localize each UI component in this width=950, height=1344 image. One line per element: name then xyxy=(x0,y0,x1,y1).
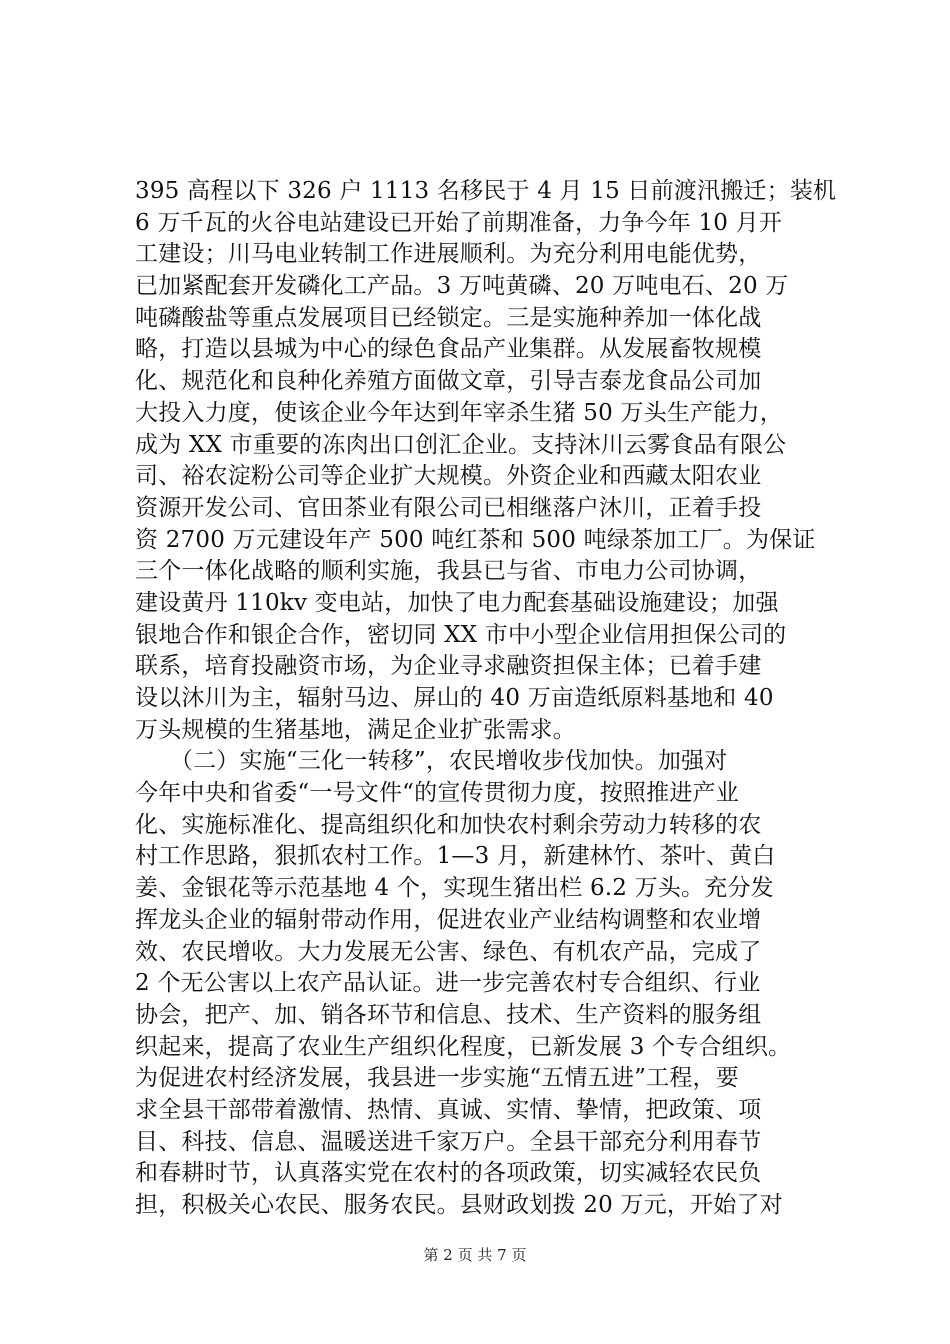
text-line: 目、科技、信息、温暖送进千家万户。全县干部充分利用春节 xyxy=(135,1128,762,1155)
text-line: 工建设；川马电业转制工作进展顺利。为充分利用电能优势， xyxy=(135,241,762,268)
text-line: （二）实施“三化一转移”，农民增收步伐加快。加强对 xyxy=(135,748,728,775)
text-line: 求全县干部带着激情、热情、真诚、实情、挚情，把政策、项 xyxy=(135,1096,762,1123)
text-line: 银地合作和银企合作，密切同 XX 市中小型企业信用担保公司的 xyxy=(135,621,787,648)
text-line: 大投入力度，使该企业今年达到年宰杀生猪 50 万头生产能力， xyxy=(135,399,783,426)
document-body xyxy=(135,176,835,1222)
text-line: 协会，把产、加、销各环节和信息、技术、生产资料的服务组 xyxy=(135,1001,762,1028)
text-line: 成为 XX 市重要的冻肉出口创汇企业。支持沐川云雾食品有限公 xyxy=(135,431,787,458)
text-line: 挥龙头企业的辐射带动作用，促进农业产业结构调整和农业增 xyxy=(135,906,762,933)
text-line: 化、规范化和良种化养殖方面做文章，引导吉泰龙食品公司加 xyxy=(135,368,762,395)
text-line: 395 高程以下 326 户 1113 名移民于 4 月 15 日前渡汛搬迁；装机 xyxy=(135,178,837,204)
text-line: 姜、金银花等示范基地 4 个，实现生猪出栏 6.2 万头。充分发 xyxy=(135,875,774,902)
text-line: 2 个无公害以上农产品认证。进一步完善农村专合组织、行业 xyxy=(135,970,761,997)
text-line: 已加紧配套开发磷化工产品。3 万吨黄磷、20 万吨电石、20 万 xyxy=(135,273,789,300)
text-line: 为促进农村经济发展，我县进一步实施“五情五进”工程，要 xyxy=(135,1065,739,1092)
text-line: 资 2700 万元建设年产 500 吨红茶和 500 吨绿茶加工厂。为保证 xyxy=(135,526,816,553)
text-line: 建设黄丹 110kv 变电站，加快了电力配套基础设施建设；加强 xyxy=(135,589,779,616)
text-line: 司、裕农淀粉公司等企业扩大规模。外资企业和西藏太阳农业 xyxy=(135,463,762,490)
text-line: 今年中央和省委“一号文件“的宣传贯彻力度，按照推进产业 xyxy=(135,780,739,807)
text-line: 联系，培育投融资市场，为企业寻求融资担保主体；已着手建 xyxy=(135,653,762,680)
text-line: 担，积极关心农民、服务农民。县财政划拨 20 万元，开始了对 xyxy=(135,1192,783,1218)
text-line: 略，打造以县城为中心的绿色食品产业集群。从发展畜牧规模 xyxy=(135,336,762,363)
text-line: 万头规模的生猪基地，满足企业扩张需求。 xyxy=(135,716,576,743)
text-line: 织起来，提高了农业生产组织化程度，已新发展 3 个专合组织。 xyxy=(135,1033,792,1060)
text-line: 化、实施标准化、提高组织化和加快农村剩余劳动力转移的农 xyxy=(135,811,762,838)
text-line: 6 万千瓦的火谷电站建设已开始了前期准备，力争今年 10 月开 xyxy=(135,209,783,236)
text-line: 效、农民增收。大力发展无公害、绿色、有机农产品，完成了 xyxy=(135,938,762,965)
page-footer: 第 2 页 共 7 页 xyxy=(423,1246,527,1264)
text-line: 设以沐川为主，辐射马边、屏山的 40 万亩造纸原料基地和 40 xyxy=(135,685,774,711)
text-line: 吨磷酸盐等重点发展项目已经锁定。三是实施种养加一体化战 xyxy=(135,304,762,331)
text-line: 资源开发公司、官田茶业有限公司已相继落户沐川，正着手投 xyxy=(135,494,762,521)
text-line: 三个一体化战略的顺利实施，我县已与省、市电力公司协调， xyxy=(135,558,762,585)
text-line: 和春耕时节，认真落实党在农村的各项政策，切实减轻农民负 xyxy=(135,1160,762,1187)
text-line: 村工作思路，狠抓农村工作。1—3 月，新建林竹、茶叶、黄白 xyxy=(135,843,776,870)
